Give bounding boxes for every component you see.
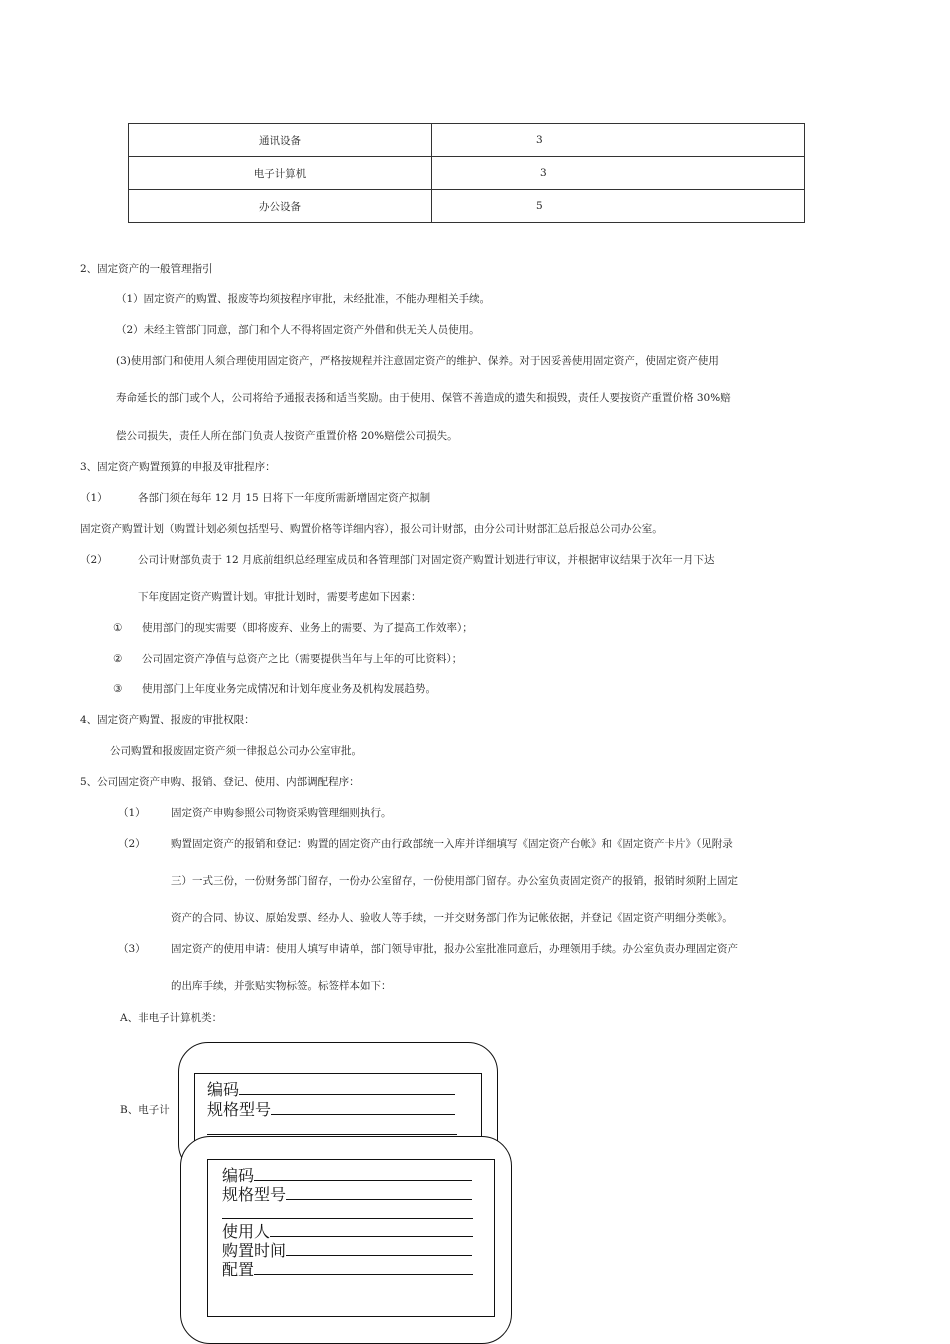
field-label: 规格型号 [207, 1100, 272, 1119]
section-3-item-2-line-2: 下年度固定资产购置计划。审批计划时，需要考虑如下因素： [138, 591, 422, 603]
category-cell: 办公设备 [129, 190, 432, 223]
label-field-blank [222, 1204, 473, 1223]
label-field-model [222, 1185, 472, 1204]
factor-2-text: 公司固定资产净值与总资产之比（需要提供当年与上年的可比资料）； [142, 653, 463, 665]
label-field-model [207, 1100, 455, 1119]
asset-label-card-b [180, 1136, 512, 1344]
section-2-item-2: （2）未经主管部门同意，部门和个人不得将固定资产外借和供无关人员使用。 [116, 324, 480, 336]
section-5-item-2-line-3: 资产的合同、协议、原始发票、经办人、验收人等手续，一并交财务部门作为记帐依据，并登记《固定资产明细分类帐》。 [171, 912, 733, 924]
section-4-text: 公司购置和报废固定资产须一律报总公司办公室审批。 [110, 745, 362, 757]
years-cell: 3 [432, 157, 805, 190]
factor-1-number: ① [113, 622, 123, 634]
years-cell: 3 [432, 124, 805, 157]
section-5-item-3-line-1: 固定资产的使用申请：使用人填写申请单，部门领导审批，报办公室批准同意后，办理领用手续。办公室负责办理固定资产 [171, 943, 738, 955]
section-2-item-3-line-2: 寿命延长的部门或个人，公司将给予通报表扬和适当奖励。由于使用、保管不善造成的遗失和损毁，责任人要按资产重置价格 30%赔 [116, 392, 731, 404]
category-cell: 电子计算机 [129, 157, 432, 190]
label-field-purchase-date [222, 1241, 472, 1260]
section-5-item-2-line-2: 三）一式三份，一份财务部门留存，一份办公室留存，一份使用部门留存。办公室负责固定资产的报销，报销时须附上固定 [171, 875, 738, 887]
factor-1-text: 使用部门的现实需要（即将废弃、业务上的需要、为了提高工作效率）； [142, 622, 473, 634]
section-5-heading: 5、公司固定资产申购、报销、登记、使用、内部调配程序： [80, 776, 360, 788]
section-3-item-1-line-2: 固定资产购置计划（购置计划必须包括型号、购置价格等详细内容），报公司计财部，由分公司计财部汇总后报总公司办公室。 [80, 523, 663, 535]
section-2-heading: 2、固定资产的一般管理指引 [80, 263, 213, 275]
section-5-item-3-number: （3） [118, 943, 146, 955]
section-4-heading: 4、固定资产购置、报废的审批权限： [80, 714, 255, 726]
label-field-configuration [222, 1260, 473, 1279]
section-5-item-2-line-1: 购置固定资产的报销和登记：购置的固定资产由行政部统一入库并详细填写《固定资产台帐》和《固定资产卡片》（见附录 [171, 838, 733, 850]
section-2-item-3-line-1: (3)使用部门和使用人须合理使用固定资产，严格按规程并注意固定资产的维护、保养。对于因妥善使用固定资产，使固定资产使用 [116, 355, 719, 367]
label-field-user [222, 1222, 473, 1241]
field-label: 编码 [222, 1166, 255, 1185]
table-row [129, 124, 805, 157]
field-label: 编码 [207, 1080, 240, 1099]
section-2-item-1: （1）固定资产的购置、报废等均须按程序审批，未经批准，不能办理相关手续。 [116, 293, 491, 305]
section-5-item-1-number: （1） [118, 807, 146, 819]
label-field-code [207, 1080, 455, 1099]
section-3-item-1-line-1: 各部门须在每年 12 月 15 日将下一年度所需新增固定资产拟制 [138, 492, 431, 504]
factor-2-number: ② [113, 653, 123, 665]
category-cell: 通讯设备 [129, 124, 432, 157]
section-2-item-3-line-3: 偿公司损失，责任人所在部门负责人按资产重置价格 20%赔偿公司损失。 [116, 430, 458, 442]
section-5-item-3-line-2: 的出库手续，并张贴实物标签。标签样本如下： [171, 980, 392, 992]
field-label: 使用人 [222, 1222, 271, 1241]
section-3-item-1-number: （1） [80, 492, 108, 504]
factor-3-number: ③ [113, 683, 123, 695]
label-field-code [222, 1166, 472, 1185]
section-3-item-2-line-1: 公司计财部负责于 12 月底前组织总经理室成员和各管理部门对固定资产购置计划进行审议，并根据审议结果于次年一月下达 [138, 554, 715, 566]
years-cell: 5 [432, 190, 805, 223]
field-label: 购置时间 [222, 1241, 287, 1260]
factor-3-text: 使用部门上年度业务完成情况和计划年度业务及机构发展趋势。 [142, 683, 436, 695]
label-type-a: A、非电子计算机类： [120, 1012, 223, 1024]
label-type-b: B、电子计 [120, 1104, 170, 1116]
depreciation-table [128, 123, 805, 223]
field-label: 配置 [222, 1260, 255, 1279]
section-5-item-2-number: （2） [118, 838, 146, 850]
section-3-item-2-number: （2） [80, 554, 108, 566]
field-label: 规格型号 [222, 1185, 287, 1204]
table-row [129, 190, 805, 223]
section-5-item-1-text: 固定资产申购参照公司物资采购管理细则执行。 [171, 807, 392, 819]
section-3-heading: 3、固定资产购置预算的申报及审批程序： [80, 461, 276, 473]
table-row [129, 157, 805, 190]
